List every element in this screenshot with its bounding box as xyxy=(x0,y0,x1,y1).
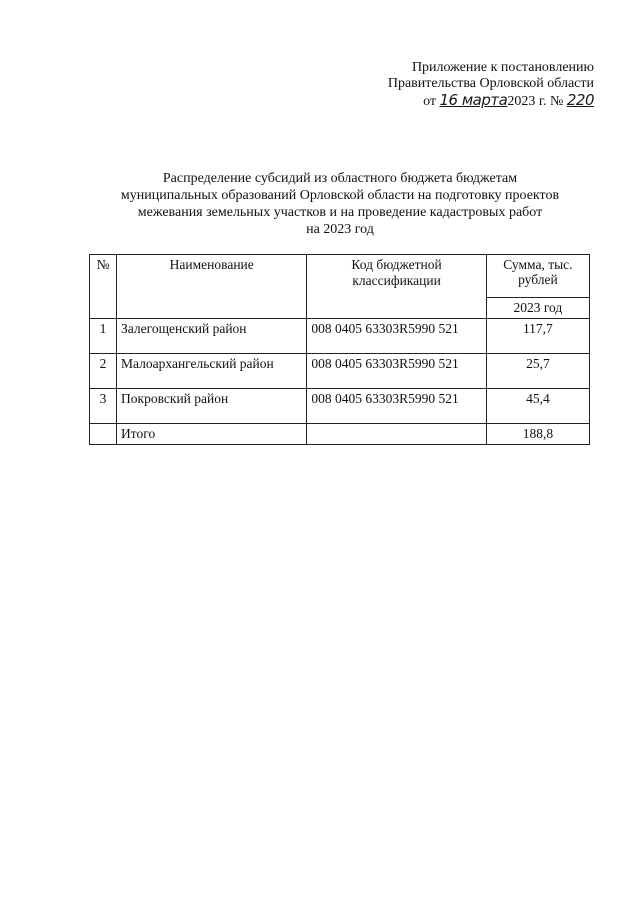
appendix-prefix: от xyxy=(423,94,436,109)
handwritten-date: 16 марта xyxy=(439,91,508,109)
row-sum: 117,7 xyxy=(486,319,589,354)
table-header-row xyxy=(90,255,590,298)
row-num: 3 xyxy=(90,389,117,424)
appendix-date-line xyxy=(300,92,594,110)
header-code: Код бюджетной классификации xyxy=(307,255,486,319)
title-line-1: Распределение субсидий из областного бюджета бюджетам xyxy=(162,171,518,186)
total-empty-code-cell xyxy=(307,424,486,445)
total-empty-cell xyxy=(90,424,117,445)
appendix-line-1: Приложение к постановлению xyxy=(411,60,594,75)
row-code: 008 0405 63303R5990 521 xyxy=(307,354,486,389)
header-name: Наименование xyxy=(117,255,307,319)
table-total-row xyxy=(90,424,590,445)
table-row xyxy=(90,354,590,389)
row-name: Покровский район xyxy=(117,389,307,424)
title-line-3: межевания земельных участков и на проведение кадастровых работ xyxy=(137,205,543,220)
row-code: 008 0405 63303R5990 521 xyxy=(307,389,486,424)
title-line-2: муниципальных образований Орловской области на подготовку проектов xyxy=(120,188,560,203)
appendix-line-2: Правительства Орловской области xyxy=(387,76,594,91)
title-line-4: на 2023 год xyxy=(306,222,374,237)
total-sum: 188,8 xyxy=(486,424,589,445)
row-num: 1 xyxy=(90,319,117,354)
header-sum: Сумма, тыс. рублей xyxy=(486,255,589,298)
row-sum: 25,7 xyxy=(486,354,589,389)
header-num: № xyxy=(90,255,117,319)
document-title xyxy=(80,170,600,238)
table-row xyxy=(90,389,590,424)
row-name: Залегощенский район xyxy=(117,319,307,354)
total-label: Итого xyxy=(117,424,307,445)
table-row xyxy=(90,319,590,354)
subsidy-table xyxy=(89,254,590,445)
row-code: 008 0405 63303R5990 521 xyxy=(307,319,486,354)
row-num: 2 xyxy=(90,354,117,389)
row-name: Малоархангельский район xyxy=(117,354,307,389)
appendix-year-text: 2023 г. № xyxy=(507,94,564,109)
handwritten-number: 220 xyxy=(566,91,594,109)
header-year: 2023 год xyxy=(486,298,589,319)
appendix-block xyxy=(300,60,594,110)
row-sum: 45,4 xyxy=(486,389,589,424)
